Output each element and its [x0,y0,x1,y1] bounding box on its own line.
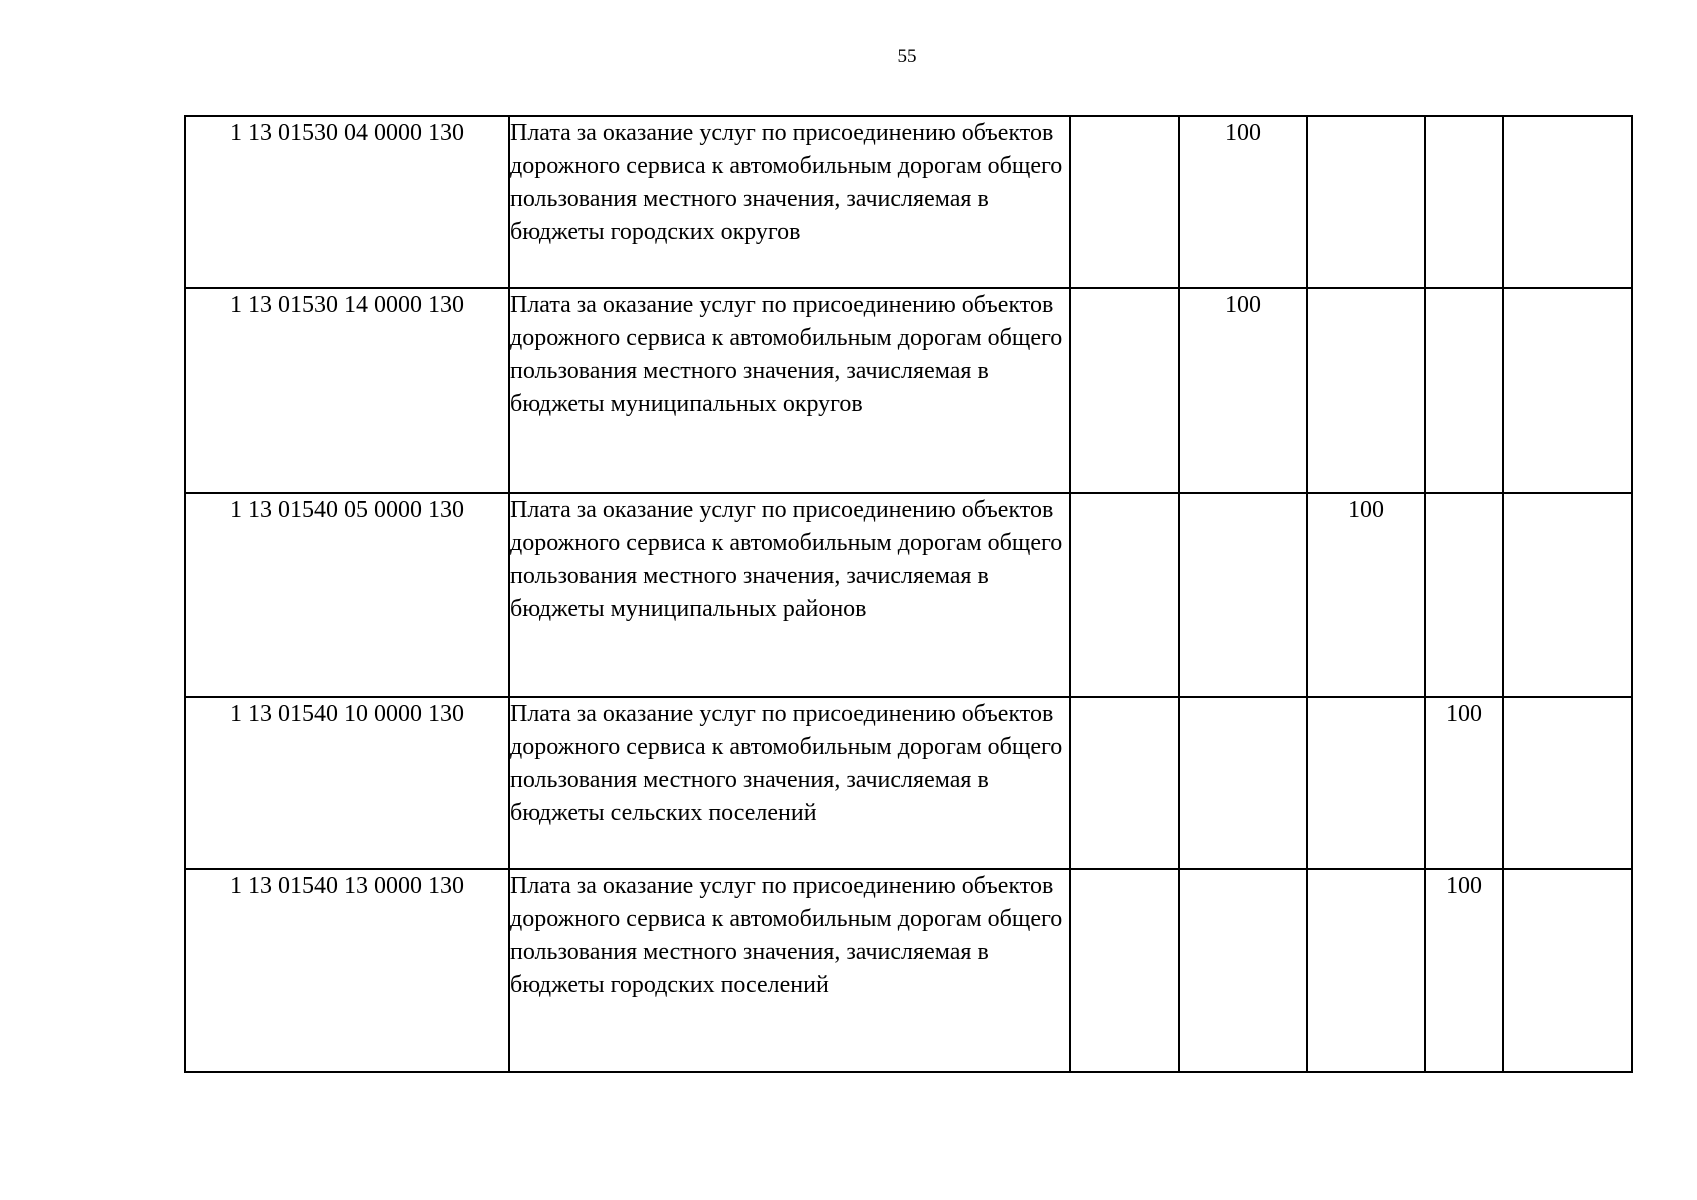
row-value-cell [1307,288,1425,493]
row-description: Плата за оказание услуг по присоединению объектов дорожного сервиса к автомобильным дорогам общего пользования местного значения, зачисляемая в бюджеты муниципальных районов [509,493,1070,697]
row-description: Плата за оказание услуг по присоединению объектов дорожного сервиса к автомобильным дорогам общего пользования местного значения, зачисляемая в бюджеты муниципальных округов [509,288,1070,493]
row-value-cell: 100 [1425,697,1503,869]
row-value-cell: 100 [1179,116,1307,288]
row-code: 1 13 01540 05 0000 130 [185,493,509,697]
row-value-cell [1425,493,1503,697]
row-value-cell [1179,493,1307,697]
row-value-cell: 100 [1179,288,1307,493]
row-value-cell [1307,697,1425,869]
row-value-cell [1503,116,1632,288]
row-value-cell: 100 [1307,493,1425,697]
row-description: Плата за оказание услуг по присоединению объектов дорожного сервиса к автомобильным дорогам общего пользования местного значения, зачисляемая в бюджеты городских округов [509,116,1070,288]
row-value-cell [1179,869,1307,1072]
row-value-cell [1070,869,1179,1072]
row-description: Плата за оказание услуг по присоединению объектов дорожного сервиса к автомобильным дорогам общего пользования местного значения, зачисляемая в бюджеты сельских поселений [509,697,1070,869]
row-value-cell [1503,869,1632,1072]
row-value-cell [1179,697,1307,869]
row-value-cell [1307,116,1425,288]
row-value-cell [1503,697,1632,869]
budget-classification-table [184,115,1633,1073]
row-value-cell [1503,288,1632,493]
row-code: 1 13 01530 04 0000 130 [185,116,509,288]
table-row [185,493,1632,697]
row-code: 1 13 01530 14 0000 130 [185,288,509,493]
table-row [185,697,1632,869]
row-value-cell [1070,116,1179,288]
row-value-cell [1425,116,1503,288]
row-value-cell [1307,869,1425,1072]
row-description: Плата за оказание услуг по присоединению объектов дорожного сервиса к автомобильным дорогам общего пользования местного значения, зачисляемая в бюджеты городских поселений [509,869,1070,1072]
row-value-cell [1070,697,1179,869]
row-value-cell: 100 [1425,869,1503,1072]
table-row [185,869,1632,1072]
row-value-cell [1425,288,1503,493]
row-value-cell [1503,493,1632,697]
row-code: 1 13 01540 10 0000 130 [185,697,509,869]
page-number: 55 [897,46,917,67]
table-row [185,288,1632,493]
row-value-cell [1070,493,1179,697]
row-code: 1 13 01540 13 0000 130 [185,869,509,1072]
table-row [185,116,1632,288]
row-value-cell [1070,288,1179,493]
